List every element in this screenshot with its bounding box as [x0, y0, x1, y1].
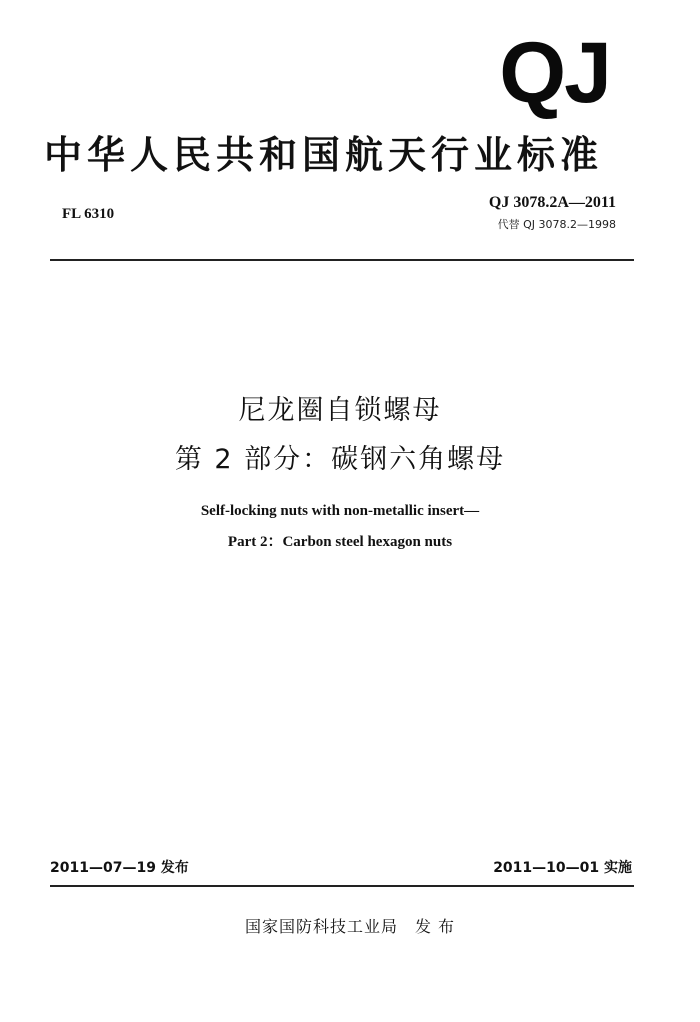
header-divider	[50, 259, 634, 261]
standard-category-title: 中华人民共和国航天行业标准	[44, 133, 604, 177]
replaces-standard: 代替 QJ 3078.2—1998	[497, 218, 616, 231]
chinese-title-line-2: 第 2 部分：碳钢六角螺母	[174, 444, 506, 475]
footer-divider	[50, 885, 634, 887]
classification-code: FL 6310	[62, 206, 115, 222]
chinese-title-line-1: 尼龙圈自锁螺母	[238, 395, 442, 426]
issue-date: 2011—07—19 发布	[50, 860, 189, 876]
standard-number: QJ 3078.2A—2011	[488, 194, 616, 211]
english-title-line-1: Self-locking nuts with non-metallic insert—	[200, 503, 480, 519]
issuing-authority: 国家国防科技工业局 发 布	[244, 917, 456, 936]
implementation-date: 2011—10—01 实施	[493, 860, 632, 876]
english-title-line-2: Part 2：Carbon steel hexagon nuts	[227, 534, 453, 550]
qj-logo: QJ	[499, 25, 610, 121]
